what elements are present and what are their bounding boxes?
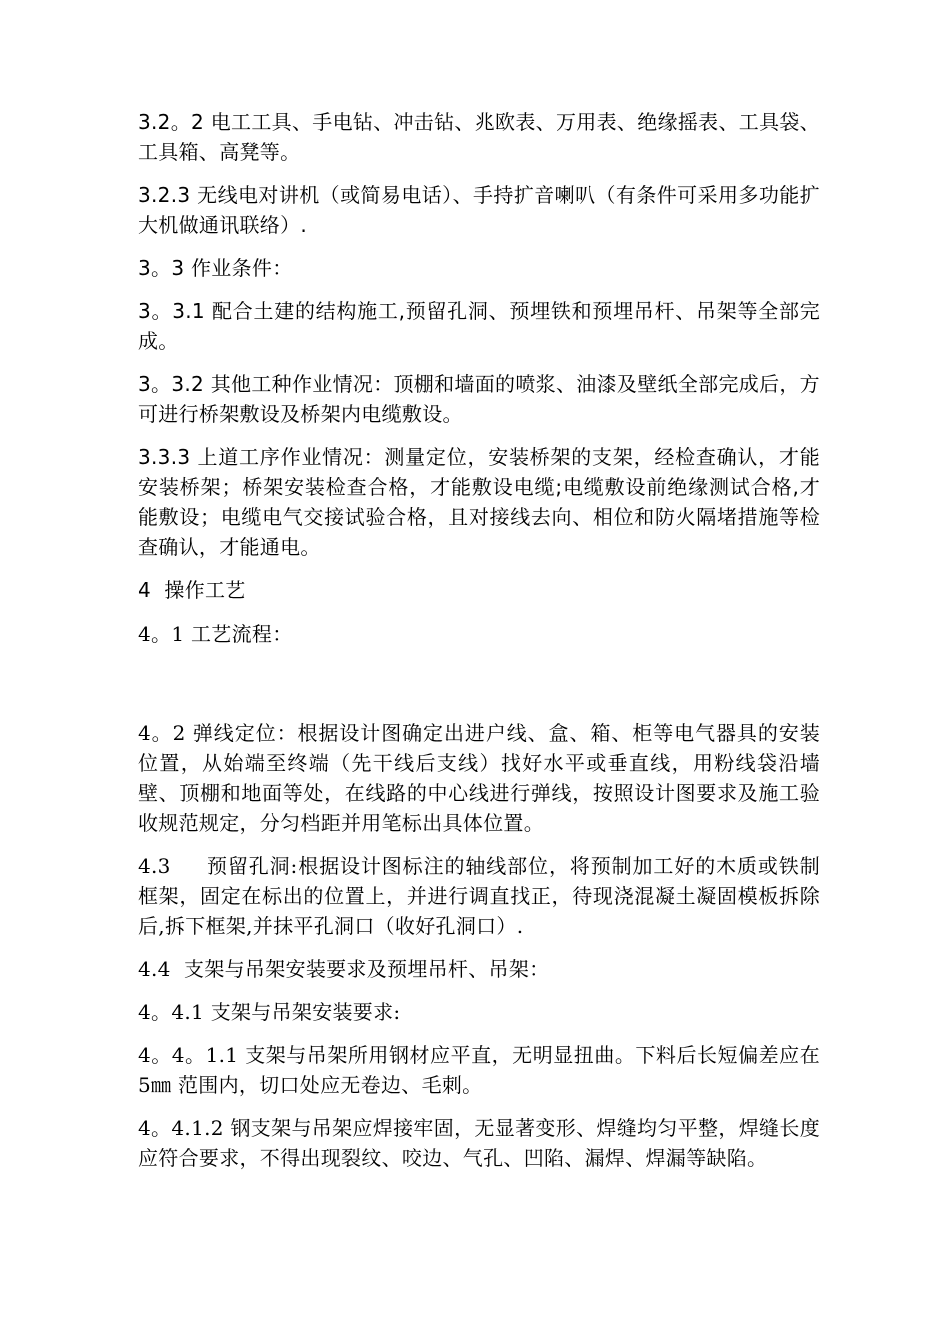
paragraph-reserved-holes: 4.3 预留孔洞:根据设计图标注的轴线部位，将预制加工好的木质或铁制框架，固定在标出的位置上，并进行调直找正，待现浇混凝土凝固模板拆除后,拆下框架,并抹平孔洞口（收好孔洞口）. bbox=[138, 854, 820, 938]
paragraph-structure-construction: 3。3.1 配合土建的结构施工,预留孔洞、预埋铁和预埋吊杆、吊架等全部完成。 bbox=[138, 299, 820, 353]
paragraph-steel-straightness: 4。4。1.1 支架与吊架所用钢材应平直，无明显扭曲。下料后长短偏差应在 5㎜ 范围内，切口处应无卷边、毛刺。 bbox=[138, 1043, 820, 1097]
paragraph-support-hanger-installation: 4。4.1 支架与吊架安装要求: bbox=[138, 1000, 401, 1024]
paragraph-welding-requirements: 4。4.1.2 钢支架与吊架应焊接牢固，无显著变形、焊缝均匀平整，焊缝长度应符合要求，不得出现裂纹、咬边、气孔、凹陷、漏焊、焊漏等缺陷。 bbox=[138, 1116, 820, 1170]
document-page bbox=[138, 107, 820, 1173]
paragraph-work-conditions-heading: 3。3 作业条件： bbox=[138, 256, 293, 280]
paragraph-line-positioning: 4。2 弹线定位：根据设计图确定出进户线、盒、箱、柜等电气器具的安装位置，从始端至终端（先干线后支线）找好水平或垂直线，用粉线袋沿墙壁、顶棚和地面等处，在线路的中心线进行弹线，按照设计图要求及施工验收规范规定，分匀档距并用笔标出具体位置。 bbox=[138, 721, 820, 835]
paragraph-other-trades: 3。3.2 其他工种作业情况：顶棚和墙面的喷浆、油漆及壁纸全部完成后，方可进行桥架敷设及桥架内电缆敷设。 bbox=[138, 372, 820, 426]
paragraph-previous-process: 3.3.3 上道工序作业情况：测量定位，安装桥架的支架，经检查确认，才能安装桥架；桥架安装检查合格，才能敷设电缆;电缆敷设前绝缘测试合格,才能敷设；电缆电气交接试验合格，且对接线去向、相位和防火隔堵措施等检查确认，才能通电。 bbox=[138, 445, 820, 559]
paragraph-support-hanger-requirements: 4.4 支架与吊架安装要求及预埋吊杆、吊架： bbox=[138, 957, 550, 981]
paragraph-communication: 3.2.3 无线电对讲机（或简易电话）、手持扩音喇叭（有条件可采用多功能扩大机做通讯联络）. bbox=[138, 183, 820, 237]
section-heading-operation-process: 4 操作工艺 bbox=[138, 578, 246, 602]
paragraph-process-flow: 4。1 工艺流程： bbox=[138, 622, 293, 646]
paragraph-tools: 3.2。2 电工工具、手电钻、冲击钻、兆欧表、万用表、绝缘摇表、工具袋、工具箱、高凳等。 bbox=[138, 110, 820, 164]
